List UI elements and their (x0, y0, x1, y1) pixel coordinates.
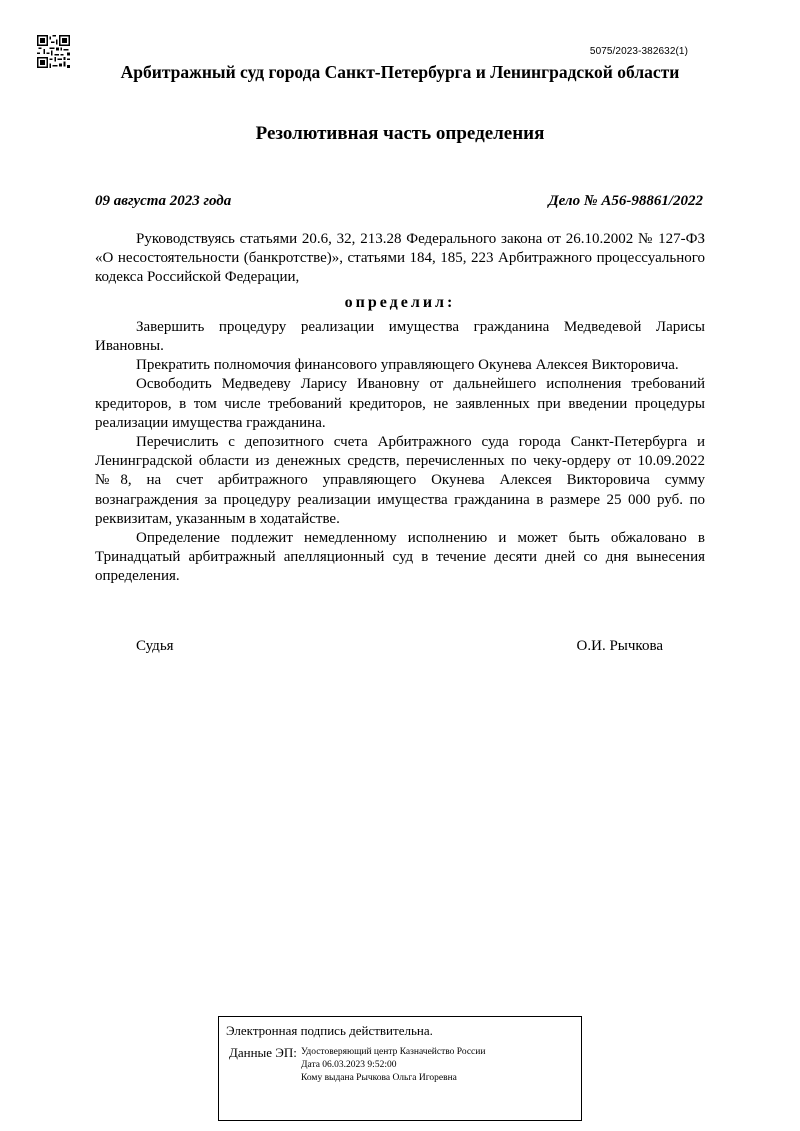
decided-heading: определил: (344, 293, 456, 311)
esig-valid-text: Электронная подпись действительна. (226, 1023, 433, 1038)
court-name: Арбитражный суд города Санкт-Петербурга и Ленинградской области (120, 62, 680, 82)
judge-role: Судья (136, 638, 174, 654)
judge-name: О.И. Рычкова (576, 638, 663, 654)
body-paragraph: Освободить Медведеву Ларису Ивановну от дальнейшего исполнения требований кредиторов, в том числе требований кредиторов, не заявленных при введении процедуры реализации имущества гражданина. (95, 376, 705, 431)
document-title: Резолютивная часть определения (255, 123, 545, 144)
case-number: Дело № А56-98861/2022 (548, 193, 703, 209)
esig-label: Данные ЭП: (229, 1045, 297, 1060)
decision-date: 09 августа 2023 года (95, 193, 232, 209)
esig-issuer: Удостоверяющий центр Казначейство России (301, 1047, 486, 1057)
qr-code-icon (37, 35, 70, 68)
electronic-signature-box (218, 1016, 582, 1121)
body-paragraph: Прекратить полномочия финансового управляющего Окунева Алексея Викторовича. (136, 357, 679, 374)
esig-date: Дата 06.03.2023 9:52:00 (301, 1060, 397, 1070)
esig-details (301, 1046, 485, 1085)
document-id: 5075/2023-382632(1) (589, 46, 688, 57)
body-paragraph: Определение подлежит немедленному исполнению и может быть обжаловано в Тринадцатый арбитражный апелляционный суд в течение десяти дней со дня вынесения определения. (95, 530, 705, 585)
intro-paragraph: Руководствуясь статьями 20.6, 32, 213.28 Федерального закона от 26.10.2002 № 127-ФЗ «О несостоятельности (банкротстве)», статьями 184, 185, 223 Арбитражного процессуального кодекса Российской Федерации, (95, 231, 705, 286)
esig-holder: Кому выдана Рычкова Ольга Игоревна (301, 1073, 457, 1083)
body-paragraph: Перечислить с депозитного счета Арбитражного суда города Санкт-Петербурга и Ленинградской области из денежных средств, перечисленных по чеку-ордеру от 10.09.2022 №8, на счет арбитражного управляющего Окунева Алексея Викторовича сумму вознаграждения за процедуру реализации имущества гражданина в размере 25 000 руб. по реквизитам, указанным в ходатайстве. (95, 434, 705, 527)
document-body (95, 230, 705, 587)
body-paragraph: Завершить процедуру реализации имущества гражданина Медведевой Ларисы Ивановны. (95, 318, 705, 355)
